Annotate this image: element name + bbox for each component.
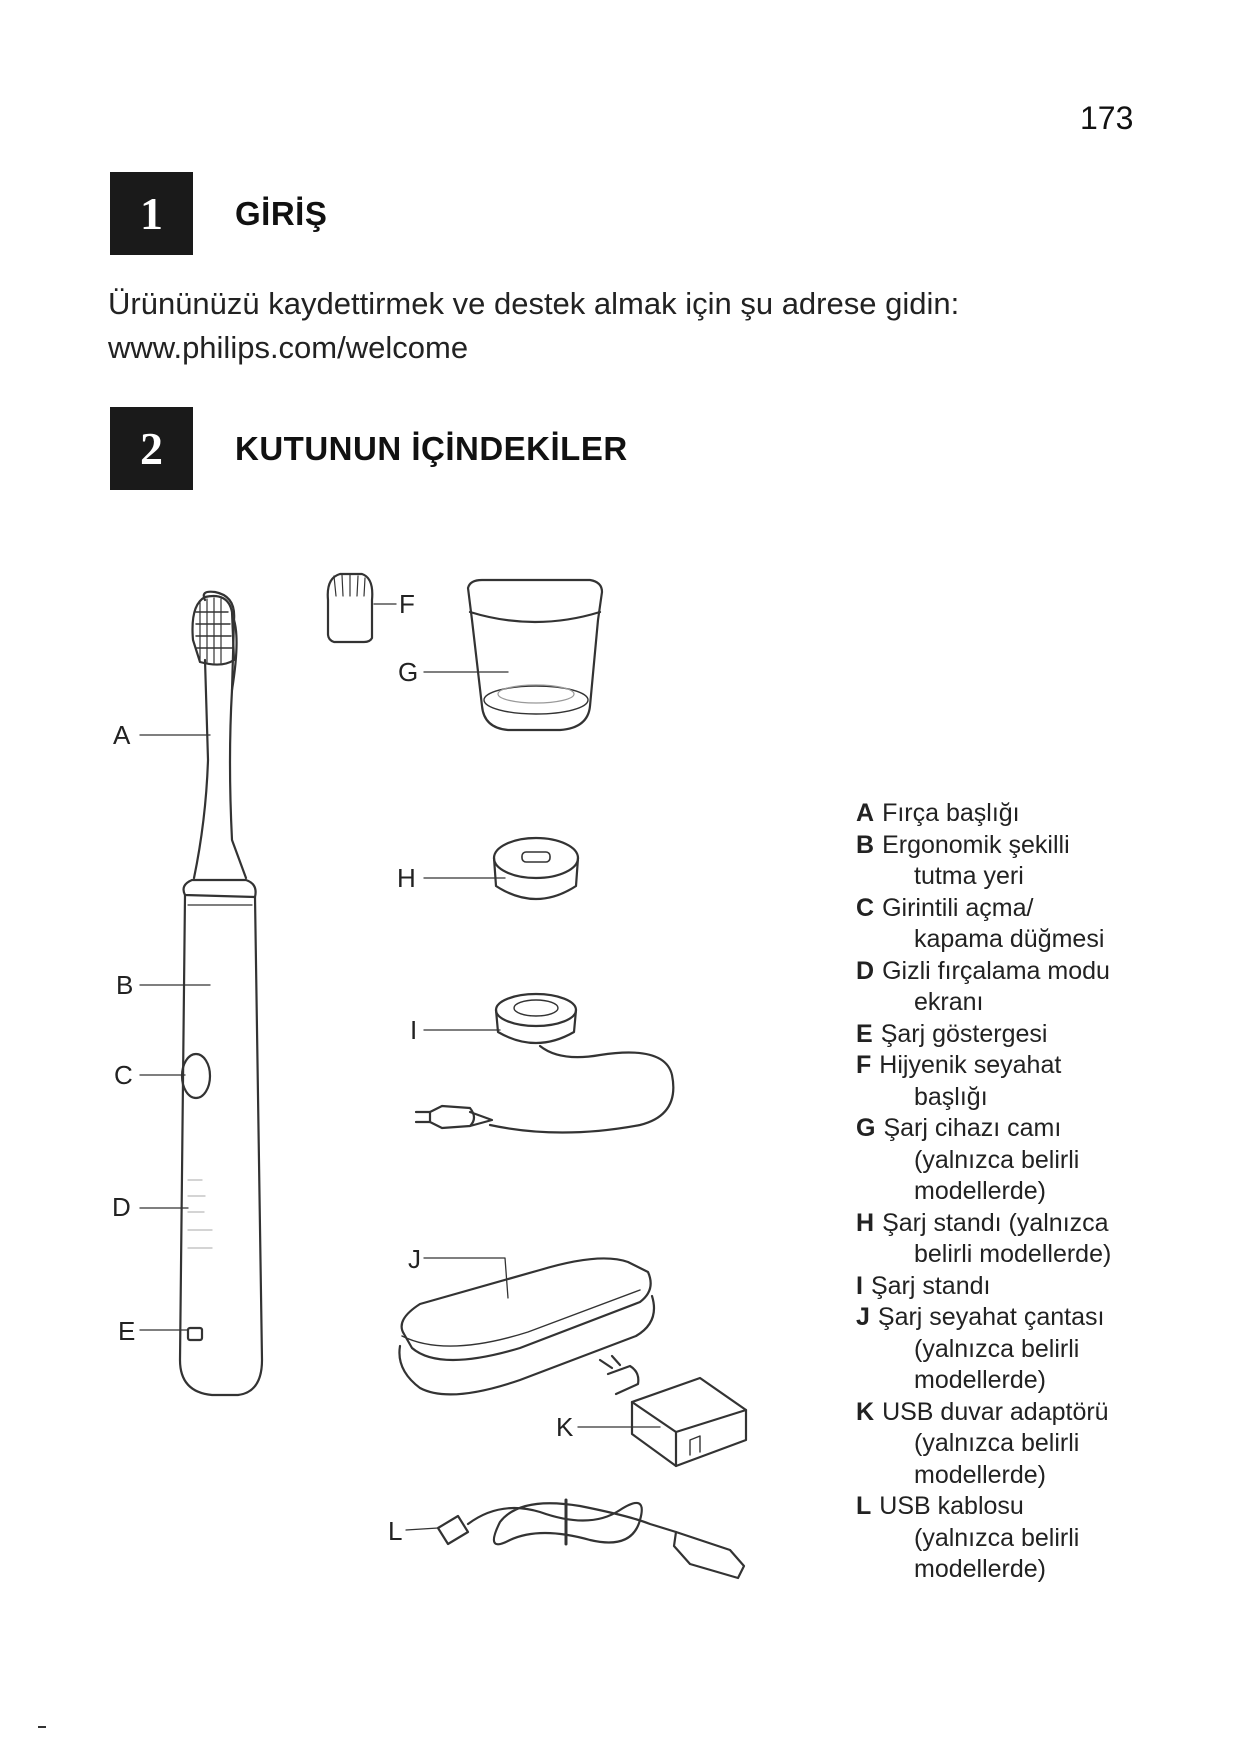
callout-lines [140,604,660,1530]
footer-mark [38,1726,46,1728]
toothbrush-illustration [180,592,262,1395]
callout-a: A [113,720,131,750]
callout-k: K [556,1412,574,1442]
section-number-1: 1 [110,172,193,255]
callout-l: L [388,1516,403,1546]
parts-legend: A Fırça başlığı B Ergonomik şekilli tutma yeri C Girintili açma/ kapama düğmesi D Gizli fırçalama modu ekranı E Şarj göstergesi F Hijyenik seyahat başlığı G Şarj cihazı camı (yalnızca belirli modellerde) H Şarj standı (yalnızca belirli modellerde) I Şarj standı J Şarj seyahat çantası (yalnızca belirli modellerde) K USB duvar adaptörü (yalnızca belirli modellerde) L USB kablosu (yalnızca belirli modellerde) [856,799,1112,1583]
callout-h: H [397,863,416,893]
legend-item-k: K USB duvar adaptörü [856,1397,1109,1426]
intro-url: www.philips.com/welcome [108,330,469,365]
callout-f: F [399,589,415,619]
callout-b: B [116,970,134,1000]
legend-item-b: B Ergonomik şekilli [856,830,1070,859]
legend-item-d: D Gizli fırçalama modu [856,956,1110,985]
callout-g: G [398,657,419,687]
callout-c: C [114,1060,133,1090]
page-number: 173 [1080,100,1134,136]
intro-line-1: Ürününüzü kaydettirmek ve destek almak için şu adrese gidin: [108,286,960,321]
callout-j: J [408,1244,421,1274]
charging-stand-h-illustration [494,838,578,899]
legend-item-g: G Şarj cihazı camı [856,1114,1062,1142]
callout-d: D [112,1192,131,1222]
charger-glass-illustration [468,580,602,730]
callout-i: I [410,1015,418,1045]
travel-case-illustration [399,1258,654,1394]
legend-item-l: L USB kablosu [856,1492,1024,1520]
charging-stand-i-illustration [416,994,673,1133]
legend-item-a: A Fırça başlığı [856,799,1020,827]
section-number-2: 2 [110,407,193,490]
legend-item-j: J Şarj seyahat çantası [856,1303,1105,1331]
travel-cap-illustration [328,574,373,642]
legend-item-e: E Şarj göstergesi [856,1019,1048,1048]
usb-wall-adapter-illustration [600,1356,746,1466]
legend-item-h: H Şarj standı (yalnızca [856,1208,1109,1237]
section-title-2: KUTUNUN İÇİNDEKİLER [235,430,628,467]
legend-item-i: I Şarj standı [856,1271,991,1300]
legend-item-f: F Hijyenik seyahat [856,1051,1062,1079]
legend-item-c: C Girintili açma/ [856,893,1034,922]
usb-cable-illustration [438,1500,744,1578]
section-title-1: GİRİŞ [235,195,328,232]
callout-e: E [118,1316,136,1346]
